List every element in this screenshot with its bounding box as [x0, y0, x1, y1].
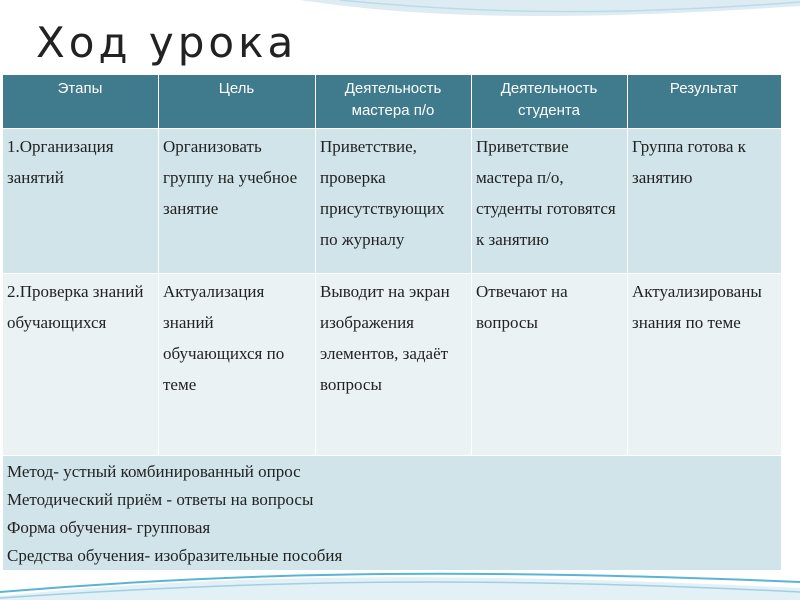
cell-student-activity: Приветствие мастера п/о, студенты готовятся к занятию [472, 129, 628, 274]
slide-title: Ход урока [36, 18, 298, 67]
summary-method: Метод- устный комбинированный опрос [7, 462, 301, 481]
table-row [3, 274, 782, 456]
header-master-activity: Деятельность мастера п/о [316, 75, 472, 129]
top-wave-decoration [300, 0, 800, 40]
cell-master-activity: Приветствие, проверка присутствующих по журналу [316, 129, 472, 274]
cell-goal: Организовать группу на учебное занятие [159, 129, 316, 274]
cell-student-activity: Отвечают на вопросы [472, 274, 628, 456]
header-stages: Этапы [3, 75, 159, 129]
summary-cell [3, 456, 782, 571]
cell-master-activity: Выводит на экран изображения элементов, задаёт вопросы [316, 274, 472, 456]
summary-form: Форма обучения- групповая [7, 518, 211, 537]
cell-stage: 2.Проверка знаний обучающихся [3, 274, 159, 456]
header-student-activity: Деятельность студента [472, 75, 628, 129]
header-result: Результат [628, 75, 782, 129]
table-row [3, 129, 782, 274]
summary-row [3, 456, 782, 571]
cell-stage: 1.Организация занятий [3, 129, 159, 274]
cell-result: Группа готова к занятию [628, 129, 782, 274]
table-header-row [3, 75, 782, 129]
lesson-table [2, 74, 782, 571]
summary-tools: Средства обучения- изобразительные пособия [7, 546, 343, 565]
bottom-wave-decoration [0, 566, 800, 600]
cell-goal: Актуализация знаний обучающихся по теме [159, 274, 316, 456]
header-goal: Цель [159, 75, 316, 129]
summary-technique: Методический приём - ответы на вопросы [7, 490, 314, 509]
cell-result: Актуализированы знания по теме [628, 274, 782, 456]
